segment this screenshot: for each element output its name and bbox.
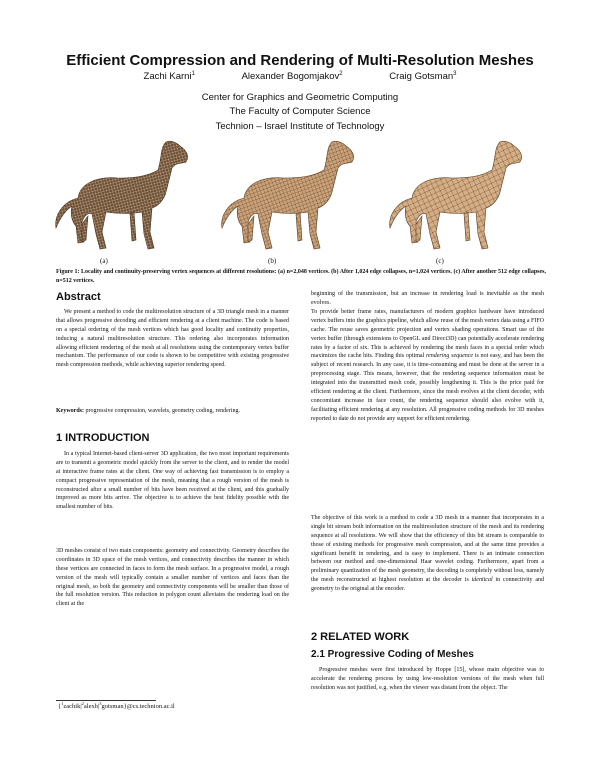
author-2: Alexander Bogomjakov$^2$ xyxy=(241,71,343,83)
affiliation-line: Technion – Israel Institute of Technology xyxy=(215,121,385,132)
abstract-text: We present a method to code the multiresolution structure of a 3D triangle mesh in a manner that allows progressive decoding and efficient rendering at a client machine. The code is based on a special ordering of the mesh vertices which has good locality and continuity properties, inducing a natural multiresolution structure. This ordering also incorporates information allowing efficient rendering of the mesh at all resolutions using the contemporary vertex buffer mechanism. The performance of our code is shown to be competitive with existing progressive mesh compression methods, while achieving superior rendering speed. xyxy=(56,309,289,369)
abstract-heading: Abstract xyxy=(56,291,101,303)
subsection-2-1-heading: 2.1 Progressive Coding of Meshes xyxy=(311,649,474,660)
paper-title: Efficient Compression and Rendering of Multi-Resolution Meshes xyxy=(66,52,534,69)
affiliation-line: Center for Graphics and Geometric Computing xyxy=(201,92,399,103)
horse-mesh-image-c xyxy=(382,136,532,254)
intro-paragraph-3: beginning of the transmission, but an increase in rendering load is inevitable as the mesh evolves. xyxy=(311,291,544,306)
section-1-heading: 1 INTRODUCTION xyxy=(56,432,150,444)
figure-label-c: (c) xyxy=(436,257,444,265)
author-list xyxy=(0,71,600,82)
horse-mesh-image-a xyxy=(48,136,198,254)
figure-label-b: (b) xyxy=(268,257,277,265)
figure-caption: Figure 1: Locality and continuity-preserving vertex sequences at different resolutions: (a) n=2,048 vertices. (b) After 1,024 edge collapses, n=1,024 vertices. (c) After another 512 edge collapses, n=512 vertices. xyxy=(56,269,546,284)
related-paragraph-1: Progressive meshes were first introduced by Hoppe [15], whose main objective was to accelerate the rendering process by using low-resolution versions of the mesh when full resolution was not justified, e.g. when the viewer was distant from the object. The xyxy=(311,667,544,691)
affiliation-line: The Faculty of Computer Science xyxy=(229,106,371,117)
horse-mesh-image-b xyxy=(214,136,364,254)
intro-paragraph-4: To provide better frame rates, manufacturers of modern graphics hardware have introduced vertex buffers into the graphics pipeline, which allow reuse of the mesh vertex data using a FIFO cache. The reuse saves geometric projection and vertex shading operations. Smart use of the vertex buffer (through extensions to OpenGL and Direct3D) can potentially accelerate rendering rates by a factor of six. This is achieved by rendering the mesh faces in a special order which maximizes the cache hits. Finding this optimal rendering sequence is not easy, and has been the subject of recent research. In any case, it is time-consuming and must be done at the server in a preprocessing stage. This means, however, that the rendering sequence information must be integrated into the transmitted mesh code, possibly lengthening it. This is the price paid for efficient rendering at the client. Furthermore, since the mesh evolves at the client decoder, with concomitant increase in face count, the rendering sequence should also evolve with it, facilitating efficient rendering at any resolution. All progressive coding methods for 3D meshes reported to date do not provide any support for efficient rendering. xyxy=(311,309,544,422)
intro-paragraph-5: The objective of this work is a method to code a 3D mesh in a manner that incorporates in a single bit stream both information on the multiresolution structure of the mesh and its rendering sequence at all resolutions. We will show that the efficiency of this bit stream is comparable to those of existing methods for progressive mesh compression, and at the same time provides a significant benefit in rendering, and is easy to implement. There is an intimate connection between our method and one-dimensional Haar wavelet coding. Furthermore, apart from a preliminary quantization of the mesh geometry, the decoding is completely without loss, namely the mesh reconstructed at highest resolution at the decoder is identical in connectivity and geometry to the original at the encoder. xyxy=(311,515,545,592)
author-3: Craig Gotsman$^3$ xyxy=(389,71,457,83)
keywords: Keywords: progressive compression, wavelets, geometry coding, rendering. xyxy=(56,408,240,414)
author-1: Zachi Karni$^1$ xyxy=(143,71,195,83)
intro-paragraph-2: 3D meshes consist of two main components: geometry and connectivity. Geometry describes the coordinates in 3D space of the mesh vertices, and connectivity describes the manner in which these vertices are connected in faces to form the mesh surface. In a progressive model, a rough version of the mesh will typically contain a smaller number of vertices and faces than the original mesh, so both the geometry and connectivity components will be smaller than those of the full resolution version. This reduction in polygon count alleviates the rendering load on the client at the xyxy=(56,548,289,608)
figure-label-a: (a) xyxy=(100,257,108,265)
intro-paragraph-1: In a typical Internet-based client-server 3D application, the two most important requirements are to transmit a geometric model quickly from the server to the client, and to render the model at interactive frame rates at the client. One way of achieving fast transmission is to employ a compact progressive representation of the mesh, meaning that a rough version of the mesh is reconstructed after a small number of bits have been received at the client, and this gradually improved as more bits arrive. The objective is to achieve the best fidelity possible with the smallest number of bits. xyxy=(56,451,289,511)
footnote: $\{^1zachik|^2alexb|^3gotsman\}@cs.technion.ac.il$ xyxy=(58,701,175,711)
section-2-heading: 2 RELATED WORK xyxy=(311,631,410,643)
